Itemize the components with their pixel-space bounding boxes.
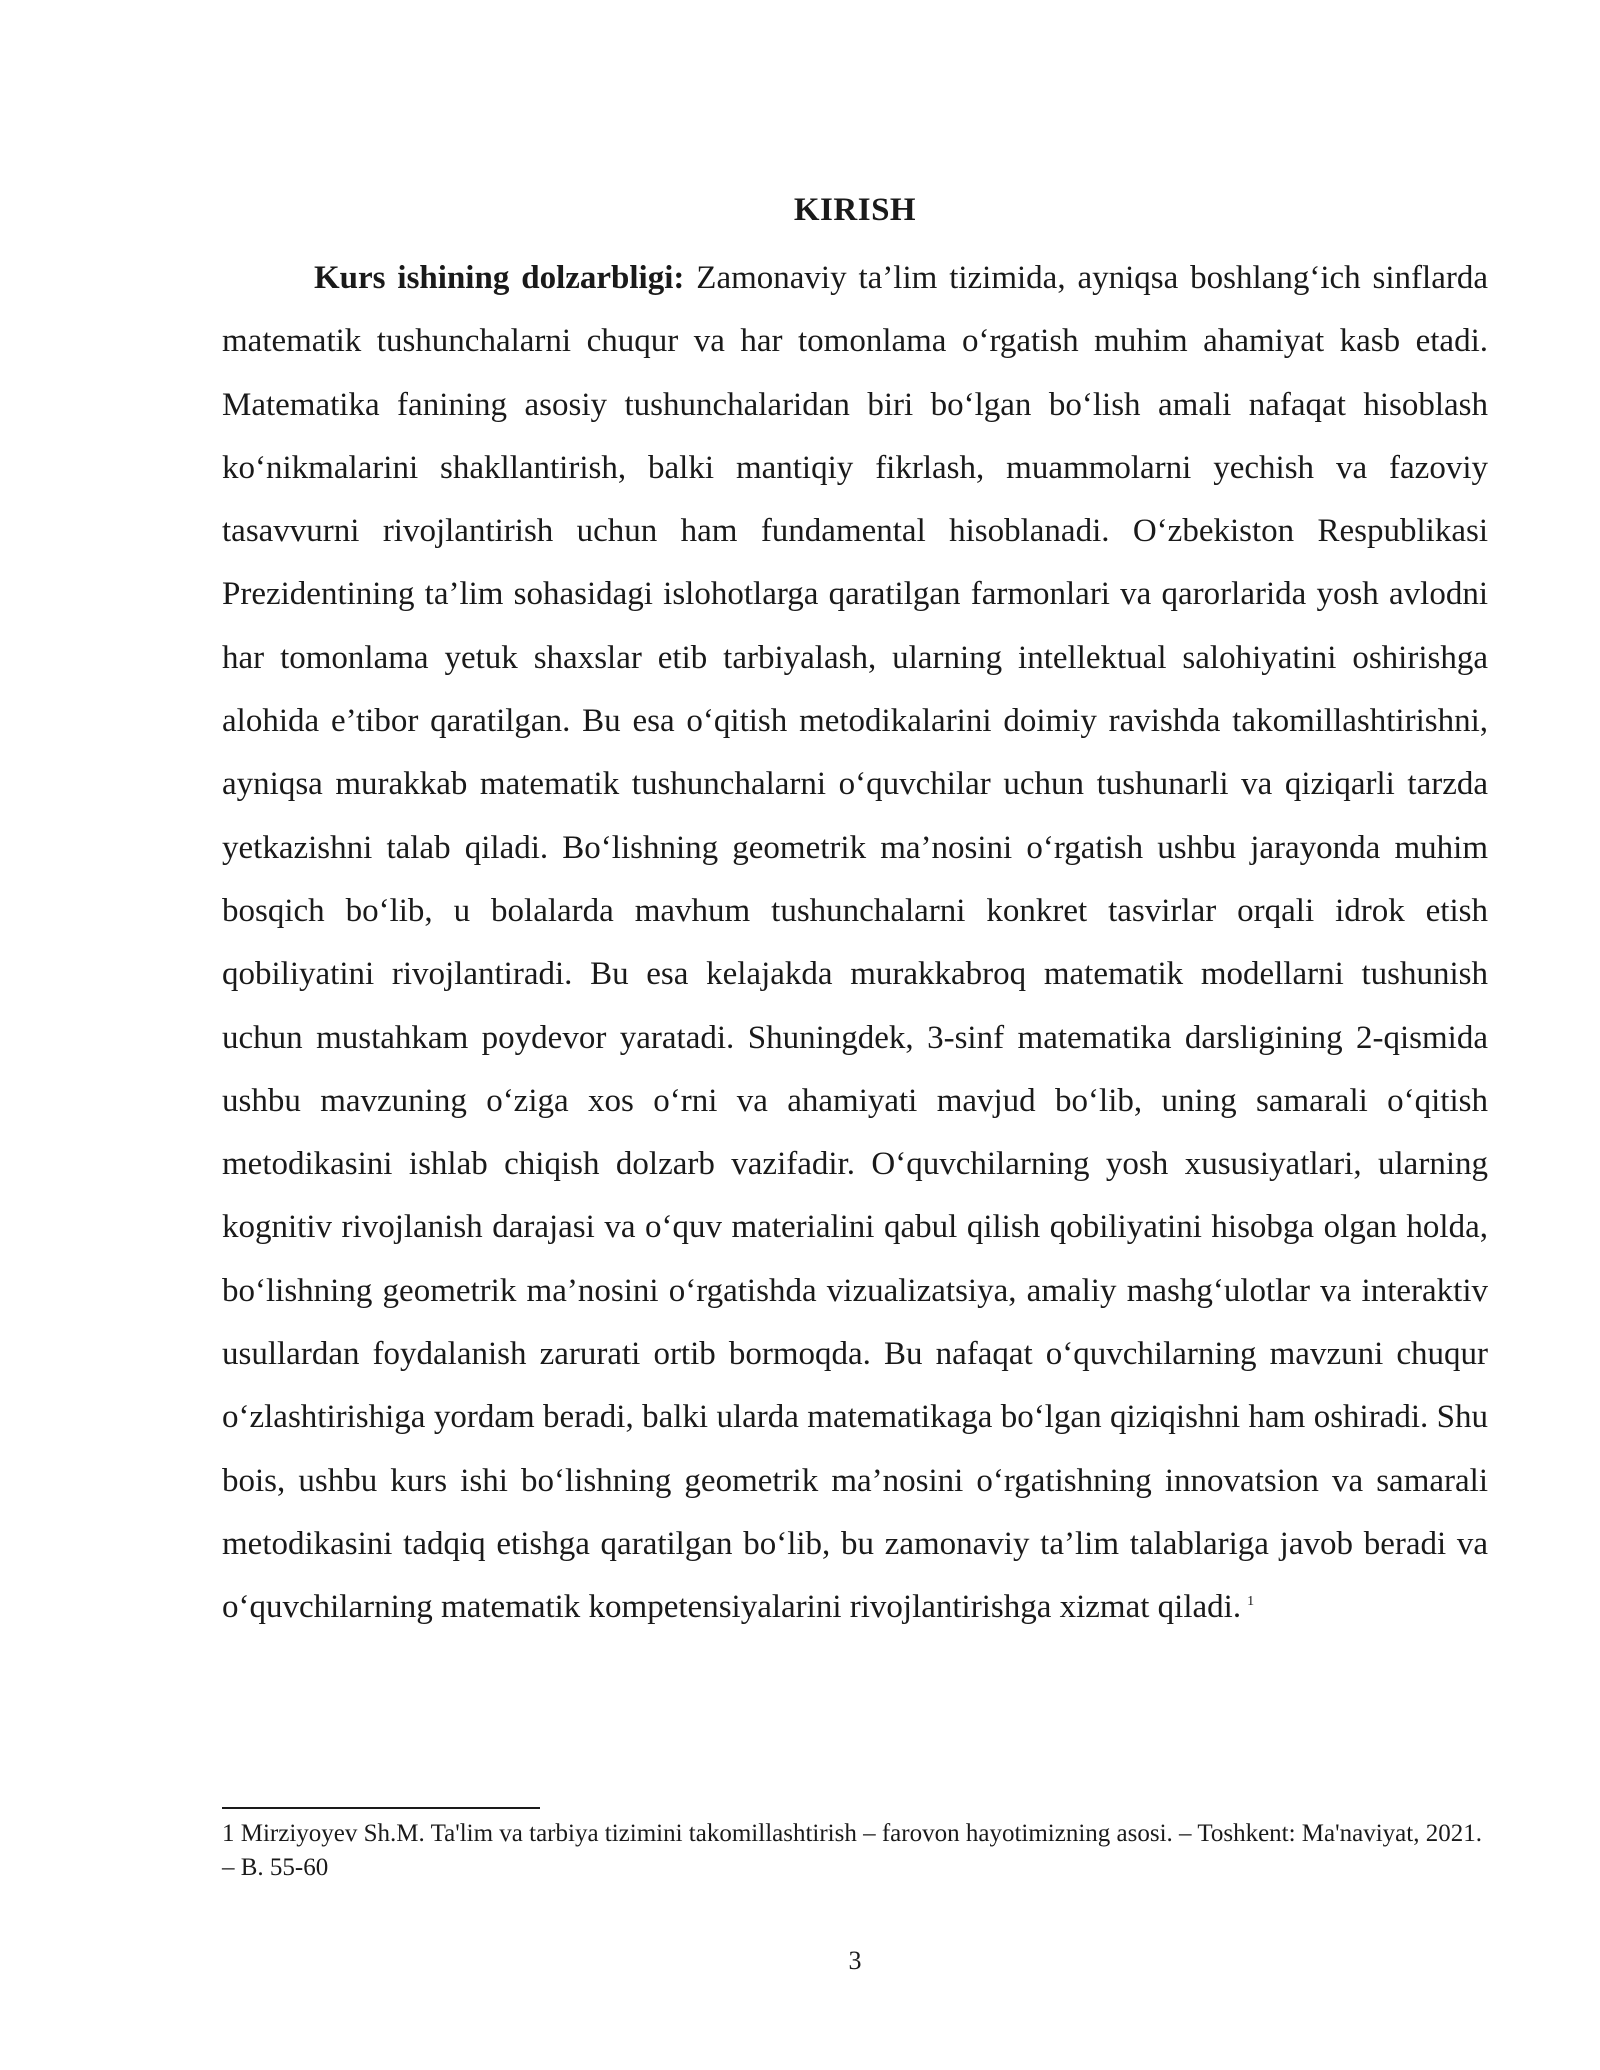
page-number: 3 xyxy=(848,1946,862,1975)
page-title: KIRISH xyxy=(793,192,917,228)
footnote-text: 1 Mirziyoyev Sh.M. Ta'lim va tarbiya tizimini takomillashtirish – farovon hayotimizning asosi. – Toshkent: Ma'naviyat, 2021. – B. 55-60 xyxy=(222,1820,1482,1881)
footnote-separator xyxy=(222,1807,540,1809)
body-paragraph xyxy=(222,247,1488,1640)
lead-label: Kurs ishining dolzarbligi: xyxy=(314,260,685,296)
body-text: Zamonaviy ta’lim tizimida, ayniqsa boshlang‘ich sinflarda matematik tushunchalarni chuqur va har tomonlama o‘rgatish muhim ahamiyat kasb etadi. Matematika fanining asosiy tushunchalaridan biri bo‘lgan bo‘lish amali nafaqat hisoblash ko‘nikmalarini shakllantirish, balki mantiqiy fikrlash, muammolarni yechish va fazoviy tasavvurni rivojlantirish uchun ham fundamental hisoblanadi. O‘zbekiston Respublikasi Prezidentining ta’lim sohasidagi islohotlarga qaratilgan farmonlari va qarorlarida yosh avlodni har tomonlama yetuk shaxslar etib tarbiyalash, ularning intellektual salohiyatini oshirishga alohida e’tibor qaratilgan. Bu esa o‘qitish metodikalarini doimiy ravishda takomillashtirishni, ayniqsa murakkab matematik tushunchalarni o‘quvchilar uchun tushunarli va qiziqarli tarzda yetkazishni talab qiladi. Bo‘lishning geometrik ma’nosini o‘rgatish ushbu jarayonda muhim bosqich bo‘lib, u bolalarda mavhum tushunchalarni konkret tasvirlar orqali idrok etish qobiliyatini rivojlantiradi. Bu esa kelajakda murakkabroq matematik modellarni tushunish uchun mustahkam poydevor yaratadi. Shuningdek, 3-sinf matematika darsligining 2-qismida ushbu mavzuning o‘ziga xos o‘rni va ahamiyati mavjud bo‘lib, uning samarali o‘qitish metodikasini ishlab chiqish dolzarb vazifadir. O‘quvchilarning yosh xususiyatlari, ularning kognitiv rivojlanish darajasi va o‘quv materialini qabul qilish qobiliyatini hisobga olgan holda, bo‘lishning geometrik ma’nosini o‘rgatishda vizualizatsiya, amaliy mashg‘ulotlar va interaktiv usullardan foydalanish zarurati ortib bormoqda. Bu nafaqat o‘quvchilarning mavzuni chuqur o‘zlashtirishiga yordam beradi, balki ularda matematikaga bo‘lgan qiziqishni ham oshiradi. Shu bois, ushbu kurs ishi bo‘lishning geometrik ma’nosini o‘rgatishning innovatsion va samarali metodikasini tadqiq etishga qaratilgan bo‘lib, bu zamonaviy ta’lim talablariga javob beradi va o‘quvchilarning matematik kompetensiyalarini rivojlantirishga xizmat qiladi. xyxy=(222,260,1488,1626)
footnote-reference[interactable]: 1 xyxy=(1247,1594,1255,1610)
